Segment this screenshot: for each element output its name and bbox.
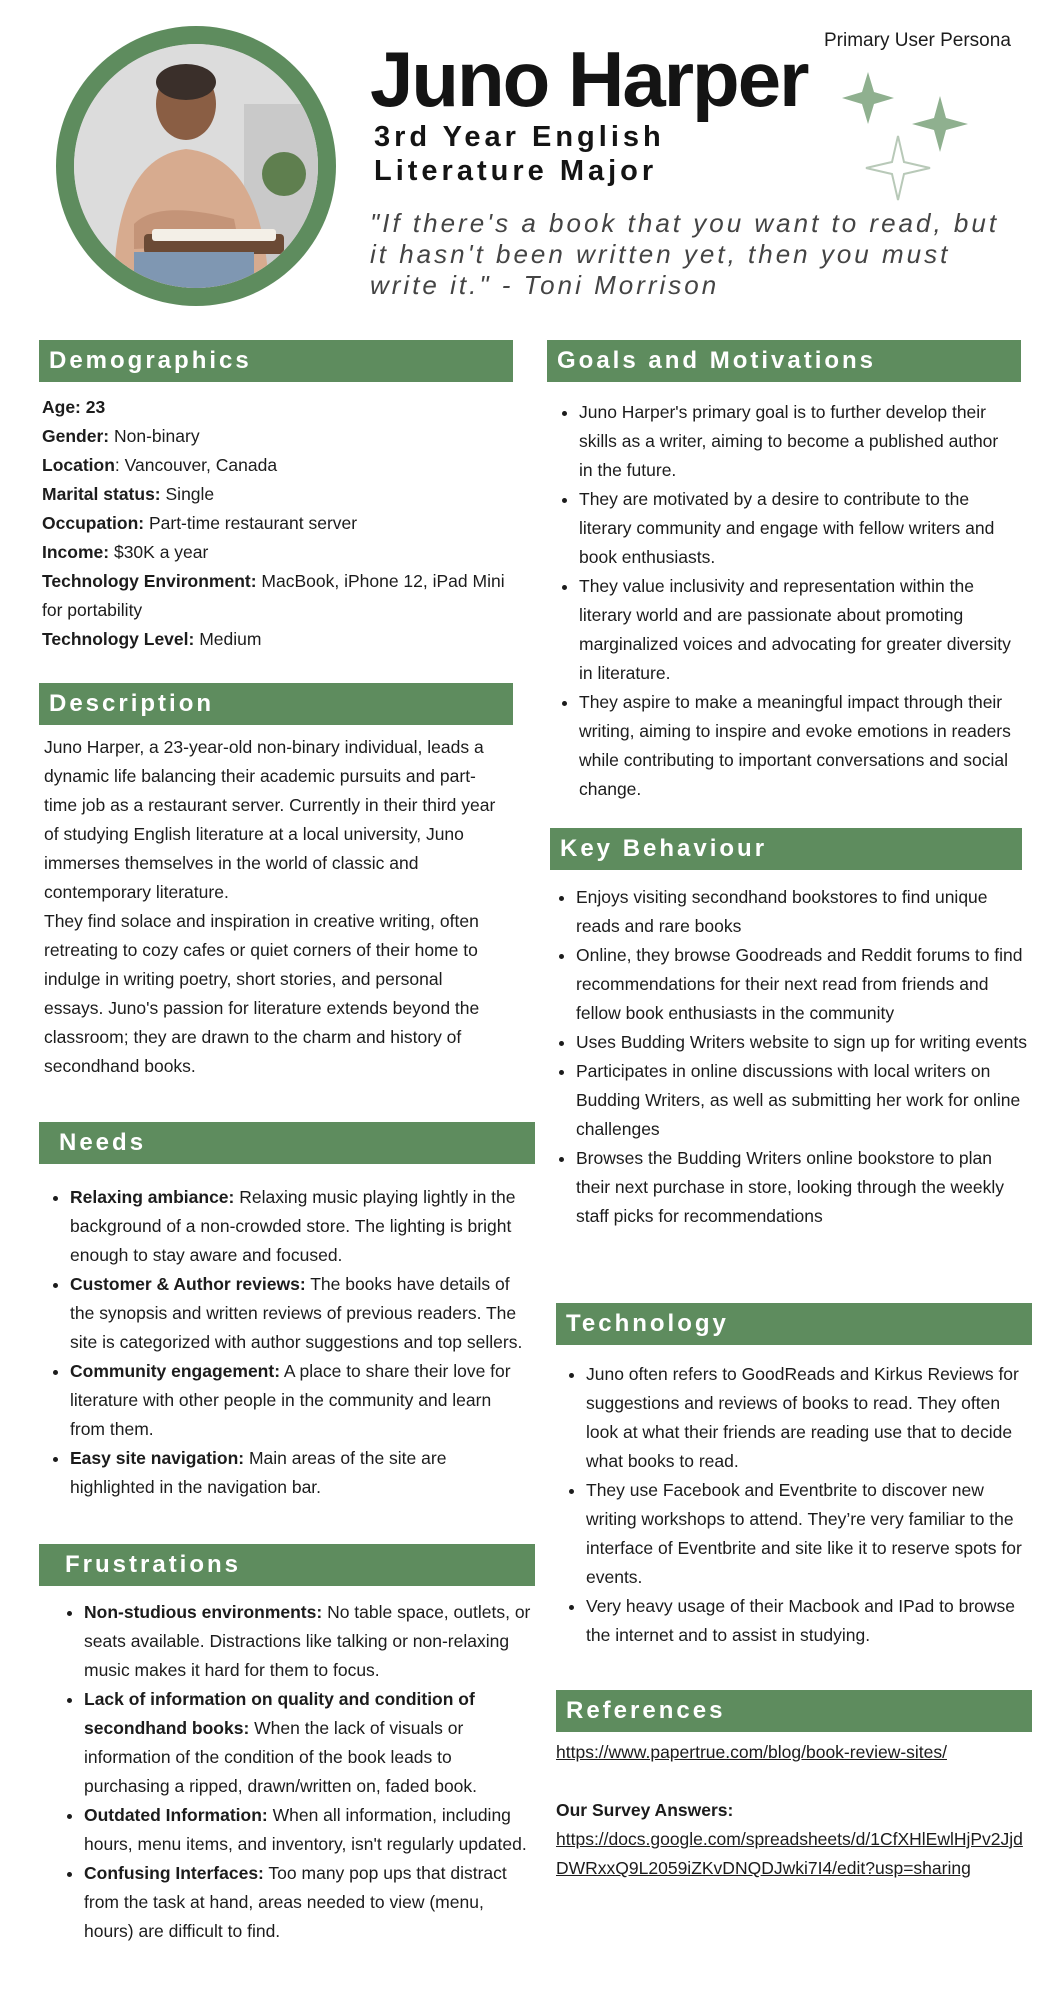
- technology-list: [560, 1360, 1034, 1650]
- demographic-gender: Gender: Non-binary: [42, 426, 200, 446]
- persona-name: Juno Harper: [370, 35, 808, 123]
- list-item: • They aspire to make a meaningful impact through their writing, aiming to inspire and evoke emotions in readers while contributing to important conversations and social change.: [579, 688, 1013, 804]
- needs-list: [44, 1183, 530, 1502]
- key-behaviour-list: [550, 883, 1028, 1231]
- list-item: • Customer & Author reviews: The books have details of the synopsis and written reviews of previous readers. The site is categorized with author suggestions and top sellers.: [70, 1270, 530, 1357]
- demographic-age: Age: 23: [42, 397, 106, 417]
- demographics-list: [42, 393, 512, 654]
- demographic-location: Location: Vancouver, Canada: [42, 455, 278, 475]
- list-item: • They are motivated by a desire to contribute to the literary community and engage with fellow writers and book enthusiasts.: [579, 485, 1013, 572]
- list-item: • Juno often refers to GoodReads and Kirkus Reviews for suggestions and reviews of books to read. They often look at what their friends are reading use that to decide what books to read.: [586, 1360, 1034, 1476]
- demographic-technology-environment: Technology Environment: MacBook, iPhone 12, iPad Mini for portability: [42, 571, 505, 620]
- demographic-marital-status: Marital status: Single: [42, 484, 215, 504]
- list-item: • Outdated Information: When all information, including hours, menu items, and inventory, isn't regularly updated.: [84, 1801, 532, 1859]
- needs-header: Needs: [39, 1122, 535, 1164]
- description-paragraph-1: Juno Harper, a 23-year-old non-binary individual, leads a dynamic life balancing their academic pursuits and part-time job as a restaurant server. Currently in their third year of studying English literature at a local university, Juno immerses themselves in the world of classic and contemporary literature.: [44, 737, 496, 902]
- list-item: • Enjoys visiting secondhand bookstores to find unique reads and rare books: [576, 883, 1028, 941]
- list-item: • Community engagement: A place to share their love for literature with other people in the community and learn from them.: [70, 1357, 530, 1444]
- list-item: • Lack of information on quality and condition of secondhand books: When the lack of visuals or information of the condition of the book leads to purchasing a ripped, drawn/written on, faded book.: [84, 1685, 532, 1801]
- list-item: • They use Facebook and Eventbrite to discover new writing workshops to attend. They’re very familiar to the interface of Eventbrite and site like it to reserve spots for events.: [586, 1476, 1034, 1592]
- frustrations-list: [58, 1598, 532, 1946]
- description-header: Description: [39, 683, 513, 725]
- goals-header: Goals and Motivations: [547, 340, 1021, 382]
- reference-link-papertrue[interactable]: https://www.papertrue.com/blog/book-review-sites/: [556, 1742, 947, 1762]
- description-body: [44, 733, 504, 1081]
- list-item: • Online, they browse Goodreads and Reddit forums to find recommendations for their next read from friends and fellow book enthusiasts in the community: [576, 941, 1028, 1028]
- survey-answers-link[interactable]: https://docs.google.com/spreadsheets/d/1CfXHlEwlHjPv2JjdDWRxxQ9L2059iZKvDNQDJwki7I4/edit?usp=sharing: [556, 1829, 1023, 1878]
- list-item: • Non-studious environments: No table space, outlets, or seats available. Distractions like talking or non-relaxing music makes it hard for them to focus.: [84, 1598, 532, 1685]
- demographic-income: Income: $30K a year: [42, 542, 209, 562]
- persona-quote: "If there's a book that you want to read, but it hasn't been written yet, then you must write it." - Toni Morrison: [370, 208, 1000, 300]
- frustrations-header: Frustrations: [39, 1544, 535, 1586]
- list-item: • Uses Budding Writers website to sign up for writing events: [576, 1028, 1028, 1057]
- list-item: • Relaxing ambiance: Relaxing music playing lightly in the background of a non-crowded store. The lighting is bright enough to stay aware and focused.: [70, 1183, 530, 1270]
- avatar-illustration: [74, 44, 318, 288]
- list-item: • Browses the Budding Writers online bookstore to plan their next purchase in store, looking through the weekly staff picks for recommendations: [576, 1144, 1028, 1231]
- goals-list: [553, 398, 1013, 804]
- persona-label: Primary User Persona: [824, 30, 1011, 51]
- demographic-technology-level: Technology Level: Medium: [42, 629, 262, 649]
- avatar: [74, 44, 318, 288]
- list-item: • Participates in online discussions with local writers on Budding Writers, as well as submitting her work for online challenges: [576, 1057, 1028, 1144]
- sparkle-icon: [838, 66, 998, 206]
- list-item: • Confusing Interfaces: Too many pop ups that distract from the task at hand, areas needed to view (menu, hours) are difficult to find.: [84, 1859, 532, 1946]
- subtitle-line-2: Literature Major: [374, 155, 658, 187]
- list-item: • Easy site navigation: Main areas of the site are highlighted in the navigation bar.: [70, 1444, 530, 1502]
- technology-header: Technology: [556, 1303, 1032, 1345]
- references-header: References: [556, 1690, 1032, 1732]
- demographic-occupation: Occupation: Part-time restaurant server: [42, 513, 358, 533]
- list-item: • Juno Harper's primary goal is to further develop their skills as a writer, aiming to become a published author in the future.: [579, 398, 1013, 485]
- list-item: • They value inclusivity and representation within the literary world and are passionate about promoting marginalized voices and advocating for greater diversity in literature.: [579, 572, 1013, 688]
- key-behaviour-header: Key Behaviour: [550, 828, 1022, 870]
- subtitle-line-1: 3rd Year English: [374, 121, 665, 153]
- persona-subtitle: [374, 120, 754, 188]
- list-item: • Very heavy usage of their Macbook and IPad to browse the internet and to assist in studying.: [586, 1592, 1034, 1650]
- description-paragraph-2: They find solace and inspiration in creative writing, often retreating to cozy cafes or quiet corners of their home to indulge in writing poetry, short stories, and personal essays. Juno's passion for literature extends beyond the classroom; they are drawn to the charm and history of secondhand books.: [44, 911, 480, 1076]
- survey-answers-label: Our Survey Answers:: [556, 1800, 734, 1820]
- demographics-header: Demographics: [39, 340, 513, 382]
- references-body: [556, 1738, 1030, 1883]
